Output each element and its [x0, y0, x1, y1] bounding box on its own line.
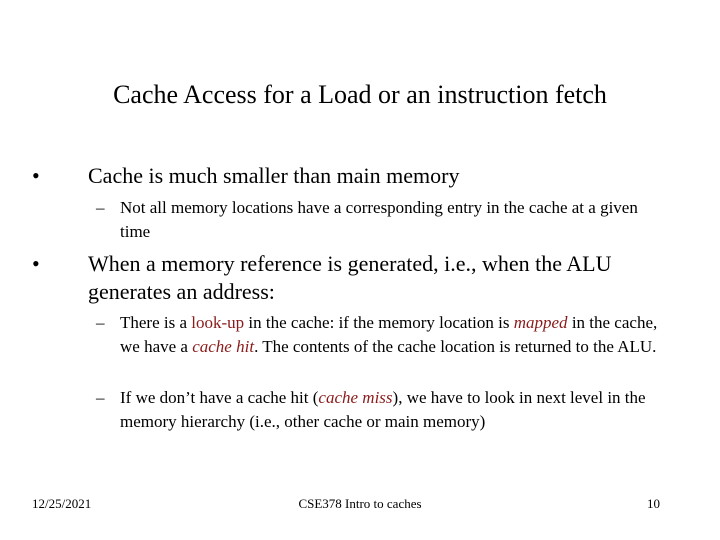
- text-segment: ), we have to look in next level in the memory hierarchy (i.e., other cache or main memory): [120, 388, 646, 431]
- text-segment: If we don’t have a cache hit (: [120, 388, 319, 407]
- bullet-2-sub-1-text: [120, 311, 666, 359]
- text-segment: in the cache, we have a: [120, 313, 658, 356]
- bullet-2-text: When a memory reference is generated, i.e., when the ALU generates an address:: [88, 251, 612, 304]
- slide-title: Cache Access for a Load or an instruction fetch: [113, 80, 607, 109]
- text-segment: There is a: [120, 313, 192, 332]
- bullet-1-text: Cache is much smaller than main memory: [88, 163, 460, 188]
- footer-course: CSE378 Intro to caches: [298, 496, 422, 511]
- sub-bullet-marker: –: [96, 198, 105, 217]
- bullet-2: [32, 250, 682, 306]
- bullet-marker: •: [32, 251, 40, 276]
- bullet-1-sub-1-text: Not all memory locations have a corresponding entry in the cache at a given time: [120, 198, 638, 241]
- cache-miss-term: cache miss: [318, 388, 393, 407]
- bullet-1: [32, 162, 682, 190]
- sub-bullet-marker: –: [96, 313, 105, 332]
- footer-page-number: 10: [647, 496, 660, 511]
- sub-bullet-marker: –: [96, 388, 105, 407]
- lookup-term: look-up: [191, 313, 245, 332]
- bullet-marker: •: [32, 163, 40, 188]
- mapped-term: mapped: [513, 313, 568, 332]
- bullet-2-sub-2-text: [120, 386, 666, 434]
- bullet-1-sub-1: [96, 196, 666, 244]
- text-segment: in the cache: if the memory location is: [244, 313, 514, 332]
- footer-date: 12/25/2021: [32, 496, 92, 511]
- cache-hit-term: cache hit: [192, 337, 255, 356]
- bullet-2-sub-2: [96, 386, 666, 434]
- text-segment: . The contents of the cache location is returned to the ALU.: [254, 337, 657, 356]
- bullet-2-sub-1: [96, 311, 666, 359]
